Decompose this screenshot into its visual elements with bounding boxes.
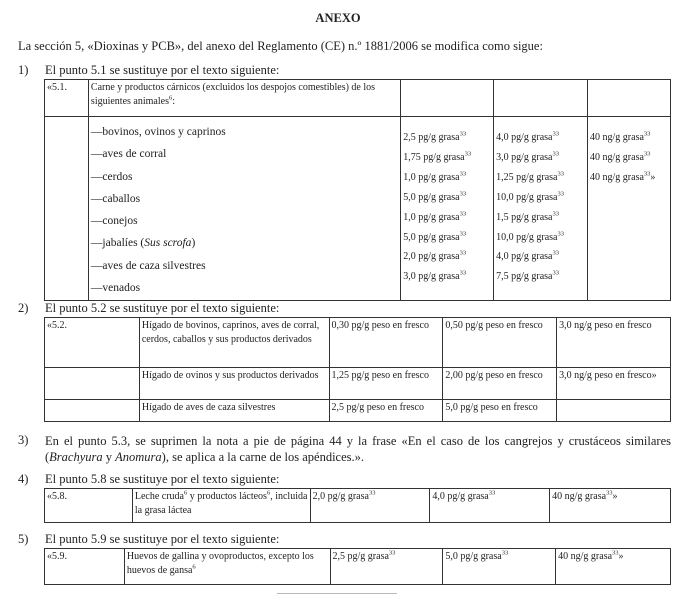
table-5-8-code: «5.8. bbox=[45, 489, 133, 523]
animal-row: —venados bbox=[90, 282, 141, 295]
value-cell: 1,0 pg/g grasa$^{33}$ bbox=[403, 210, 467, 223]
table-5-2 bbox=[44, 317, 671, 422]
item-number-3: 3) bbox=[18, 433, 29, 447]
value-cell: 40 ng/g grasa$^{33}$ bbox=[590, 130, 651, 143]
table-5-1-header-empty-2 bbox=[494, 80, 588, 117]
value-cell: 1,5 pg/g grasa$^{33}$ bbox=[496, 210, 559, 223]
value-cell: 40 ng/g grasa$^{33}$» bbox=[556, 549, 671, 585]
value-cell: 5,0 pg/g grasa$^{33}$ bbox=[403, 230, 467, 243]
value-cell: 2,00 pg/g peso en fresco bbox=[443, 368, 557, 400]
value-cell: 1,0 pg/g grasa$^{33}$ bbox=[403, 170, 467, 183]
table-5-1-header-empty-1 bbox=[401, 80, 494, 117]
value-cell: 5,0 pg/g grasa$^{33}$ bbox=[443, 549, 556, 585]
item-text-4: El punto 5.8 se sustituye por el texto siguiente: bbox=[45, 472, 280, 486]
animal-row: —aves de corral bbox=[90, 148, 167, 161]
table-5-8 bbox=[44, 488, 671, 523]
item-number-5: 5) bbox=[18, 532, 29, 546]
value-cell: 3,0 pg/g grasa$^{33}$ bbox=[403, 270, 467, 283]
value-cell: 3,0 ng/g peso en fresco» bbox=[557, 368, 671, 400]
item-number-2: 2) bbox=[18, 301, 29, 315]
table-5-1-col3 bbox=[588, 117, 671, 301]
animal-row: —bovinos, ovinos y caprinos bbox=[90, 126, 226, 138]
table-5-9 bbox=[44, 548, 671, 585]
table-5-1-header: Carne y productos cárnicos (excluidos los despojos comestibles) de los siguientes animales$^6$: bbox=[88, 80, 400, 117]
value-cell: 10,0 pg/g grasa$^{33}$ bbox=[496, 190, 564, 203]
liver-row-name: Hígado de aves de caza silvestres bbox=[139, 400, 329, 422]
milk-row-name: Leche cruda$^6$ y productos lácteos$^6$, incluida la grasa láctea bbox=[132, 489, 310, 523]
table-5-1-code-blank bbox=[45, 117, 89, 301]
value-cell: 10,0 pg/g grasa$^{33}$ bbox=[496, 230, 564, 243]
table-5-1-col1 bbox=[401, 117, 494, 301]
item-text-1: El punto 5.1 se sustituye por el texto siguiente: bbox=[45, 63, 280, 77]
value-cell: 1,25 pg/g peso en fresco bbox=[329, 368, 443, 400]
value-cell: 2,5 pg/g grasa$^{33}$ bbox=[330, 549, 443, 585]
value-cell: 40 ng/g grasa$^{33}$» bbox=[590, 170, 656, 183]
value-cell bbox=[557, 400, 671, 422]
value-cell: 1,75 pg/g grasa$^{33}$ bbox=[403, 150, 472, 163]
value-cell: 5,0 pg/g grasa$^{33}$ bbox=[403, 190, 467, 203]
table-5-1-code: «5.1. bbox=[45, 80, 89, 117]
value-cell: 4,0 pg/g grasa$^{33}$ bbox=[496, 130, 559, 143]
animal-row: —cerdos bbox=[90, 170, 133, 183]
item-text-2: El punto 5.2 se sustituye por el texto siguiente: bbox=[45, 301, 280, 315]
value-cell: 40 ng/g grasa$^{33}$» bbox=[550, 489, 671, 523]
value-cell: 2,5 pg/g peso en fresco bbox=[329, 400, 443, 422]
animal-row: —aves de caza silvestres bbox=[90, 259, 206, 272]
intro-paragraph: La sección 5, «Dioxinas y PCB», del anexo del Reglamento (CE) n.º 1881/2006 se modifica como sigue: bbox=[18, 39, 543, 53]
item-number-1: 1) bbox=[18, 63, 29, 77]
table-5-2-code: «5.2. bbox=[45, 318, 140, 368]
value-cell: 4,0 pg/g grasa$^{33}$ bbox=[496, 250, 559, 263]
value-cell: 1,25 pg/g grasa$^{33}$ bbox=[496, 170, 564, 183]
table-5-1-col2 bbox=[494, 117, 588, 301]
table-5-1 bbox=[44, 79, 671, 301]
value-cell: 0,50 pg/g peso en fresco bbox=[443, 318, 557, 368]
value-cell: 5,0 pg/g peso en fresco bbox=[443, 400, 557, 422]
item-text-3: En el punto 5.3, se suprimen la nota a pie de página 44 y la frase «En el caso de los cangrejos y crustáceos similares (Brachyura y Anomura), se aplica a la carne de los apéndices.». bbox=[45, 434, 671, 464]
value-cell: 2,0 pg/g grasa$^{33}$ bbox=[310, 489, 430, 523]
value-cell: 3,0 ng/g peso en fresco bbox=[557, 318, 671, 368]
annex-title: ANEXO bbox=[315, 11, 361, 25]
value-cell: 2,0 pg/g grasa$^{33}$ bbox=[403, 250, 467, 263]
table-5-1-animals-col bbox=[88, 117, 400, 301]
item-text-5: El punto 5.9 se sustituye por el texto siguiente: bbox=[45, 532, 280, 546]
animal-row: —jabalíes (Sus scrofa) bbox=[90, 237, 196, 250]
value-cell: 2,5 pg/g grasa$^{33}$ bbox=[403, 130, 467, 143]
eggs-row-name: Huevos de gallina y ovoproductos, excepto los huevos de gansa$^6$ bbox=[124, 549, 330, 585]
value-cell: 3,0 pg/g grasa$^{33}$ bbox=[496, 150, 559, 163]
item-number-4: 4) bbox=[18, 472, 29, 486]
table-5-1-header-empty-3 bbox=[588, 80, 671, 117]
liver-row-name: Hígado de bovinos, caprinos, aves de corral, cerdos, caballos y sus productos derivados bbox=[139, 318, 329, 368]
liver-row-name: Hígado de ovinos y sus productos derivados bbox=[139, 368, 329, 400]
animal-row: —caballos bbox=[90, 192, 141, 205]
value-cell: 40 ng/g grasa$^{33}$ bbox=[590, 150, 651, 163]
table-5-2-code-blank bbox=[45, 400, 140, 422]
value-cell: 4,0 pg/g grasa$^{33}$ bbox=[430, 489, 550, 523]
value-cell: 7,5 pg/g grasa$^{33}$ bbox=[496, 270, 559, 283]
value-cell: 0,30 pg/g peso en fresco bbox=[329, 318, 443, 368]
table-5-2-code-blank bbox=[45, 368, 140, 400]
table-5-9-code: «5.9. bbox=[45, 549, 125, 585]
animal-row: —conejos bbox=[90, 215, 138, 228]
footnote-divider bbox=[277, 593, 397, 594]
